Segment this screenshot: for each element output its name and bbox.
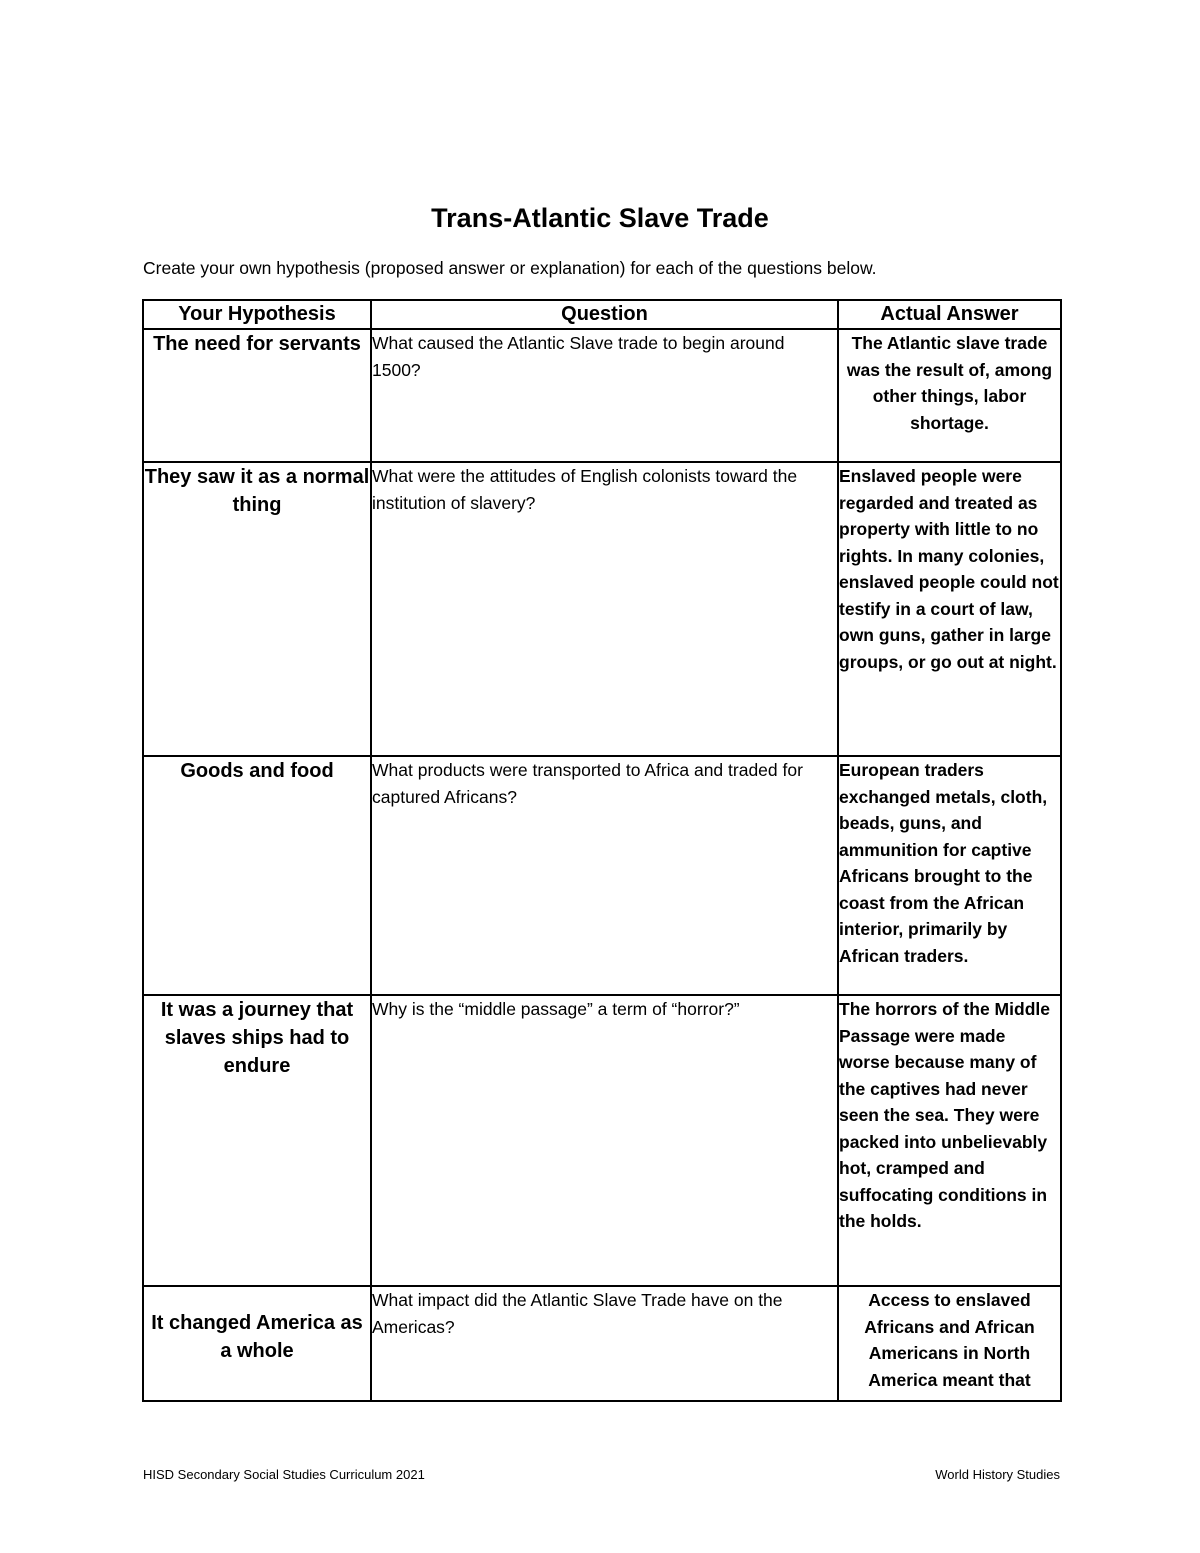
hypothesis-cell: It was a journey that slaves ships had to endure [143, 995, 371, 1286]
footer-course: World History Studies [935, 1467, 1060, 1482]
answer-cell: The horrors of the Middle Passage were made worse because many of the captives had never seen the sea. They were packed into unbelievably hot, cramped and suffocating conditions in the holds. [838, 995, 1061, 1286]
answer-cell: Access to enslaved Africans and African Americans in North America meant that [838, 1286, 1061, 1401]
footer-curriculum: HISD Secondary Social Studies Curriculum 2021 [143, 1467, 425, 1482]
answer-cell: The Atlantic slave trade was the result of, among other things, labor shortage. [838, 329, 1061, 462]
question-cell: What products were transported to Africa and traded for captured Africans? [371, 756, 838, 995]
question-cell: Why is the “middle passage” a term of “horror?” [371, 995, 838, 1286]
header-question: Question [371, 300, 838, 329]
answer-cell: European traders exchanged metals, cloth, beads, guns, and ammunition for captive Africans brought to the coast from the African interior, primarily by African traders. [838, 756, 1061, 995]
instructions-text: Create your own hypothesis (proposed answer or explanation) for each of the questions below. [143, 258, 877, 278]
table-row [143, 1286, 1061, 1401]
table-row [143, 995, 1061, 1286]
hypothesis-cell: Goods and food [143, 756, 371, 995]
answer-cell: Enslaved people were regarded and treated as property with little to no rights. In many colonies, enslaved people could not testify in a court of law, own guns, gather in large groups, or go out at night. [838, 462, 1061, 756]
table-row [143, 329, 1061, 462]
hypothesis-table [142, 299, 1062, 1402]
question-cell: What were the attitudes of English colonists toward the institution of slavery? [371, 462, 838, 756]
hypothesis-cell: The need for servants [143, 329, 371, 462]
header-actual-answer: Actual Answer [838, 300, 1061, 329]
table-row [143, 756, 1061, 995]
table-header-row [143, 300, 1061, 329]
table-row [143, 462, 1061, 756]
hypothesis-cell: They saw it as a normal thing [143, 462, 371, 756]
question-cell: What impact did the Atlantic Slave Trade have on the Americas? [371, 1286, 838, 1401]
question-cell: What caused the Atlantic Slave trade to begin around 1500? [371, 329, 838, 462]
hypothesis-cell: It changed America as a whole [143, 1286, 371, 1401]
page-title: Trans-Atlantic Slave Trade [431, 203, 769, 233]
header-your-hypothesis: Your Hypothesis [143, 300, 371, 329]
